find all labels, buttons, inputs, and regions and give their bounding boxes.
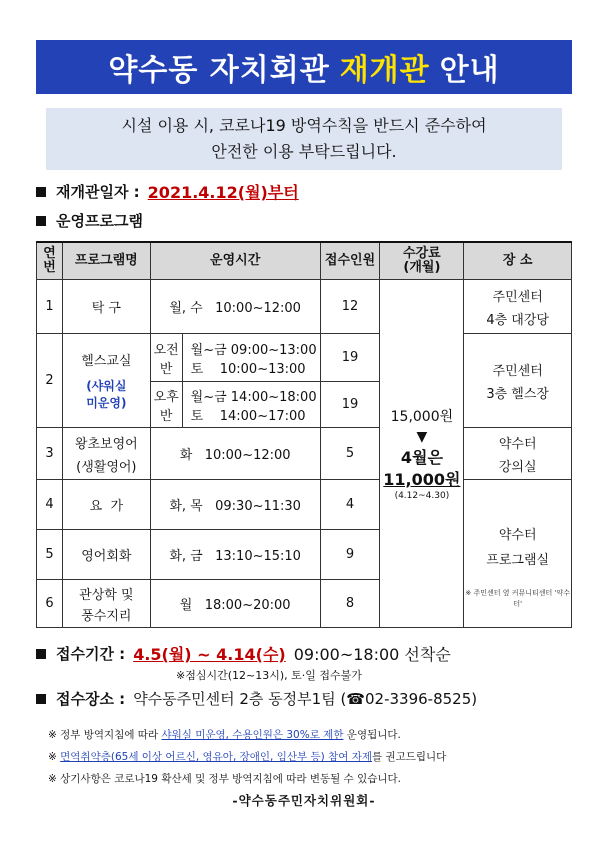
title-part2: 안내 xyxy=(439,53,500,88)
row-name: 관상학 및 풍수지리 xyxy=(62,580,150,628)
header-place: 장 소 xyxy=(464,242,572,280)
square-bullet-icon xyxy=(36,649,46,659)
fee-amount: 15,000원 xyxy=(390,408,454,425)
table-row xyxy=(37,334,572,382)
table-row xyxy=(37,428,572,480)
notice-line-2: 안전한 이용 부탁드립니다. xyxy=(211,142,397,161)
place-note: ※ 주민센터 옆 커뮤니티센터 '약수터' xyxy=(465,588,570,608)
location-value: 약수동주민센터 2층 동정부1팀 (☎02-3396-8525) xyxy=(133,690,478,708)
row-no: 3 xyxy=(37,428,63,480)
pm-time: 월~금 14:00~18:00 토 14:00~17:00 xyxy=(182,382,320,428)
row-name: 헬스교실 (샤워실 미운영) xyxy=(62,334,150,428)
row-no: 4 xyxy=(37,480,63,530)
square-bullet-icon xyxy=(36,216,46,226)
note-item: ※ 면역취약층(65세 이상 어르신, 영유아, 장애인, 임산부 등) 참여 자제를 권고드립니다 xyxy=(48,751,447,763)
title-highlight: 재개관 xyxy=(339,53,430,88)
row-no: 6 xyxy=(37,580,63,628)
row-time: 월, 수 10:00~12:00 xyxy=(150,280,320,334)
reopen-label: 재개관일자 : xyxy=(56,183,140,201)
table-row xyxy=(37,280,572,334)
row-place: 주민센터 4층 대강당 xyxy=(464,280,572,334)
row-place: 약수터 프로그램실 ※ 주민센터 옆 커뮤니티센터 '약수터' xyxy=(464,480,572,628)
header-time: 운영시간 xyxy=(150,242,320,280)
row-name: 탁 구 xyxy=(62,280,150,334)
row-place: 약수터 강의실 xyxy=(464,428,572,480)
fee-cell xyxy=(380,280,464,628)
application-time: 09:00~18:00 선착순 xyxy=(293,645,451,664)
notes-list xyxy=(48,724,446,790)
row-time: 월 18:00~20:00 xyxy=(150,580,320,628)
note-item: ※ 정부 방역지침에 따라 샤워실 미운영, 수용인원은 30%로 제한 운영됩니다. xyxy=(48,729,401,741)
header-no: 연 번 xyxy=(37,242,63,280)
row-capacity: 4 xyxy=(320,480,380,530)
square-bullet-icon xyxy=(36,187,46,197)
reopen-date: 2021.4.12(월)부터 xyxy=(147,183,299,202)
row-time: 화 10:00~12:00 xyxy=(150,428,320,480)
fee-month: 4월은 xyxy=(400,447,443,467)
programs-heading-label: 운영프로그램 xyxy=(56,212,143,230)
page-title xyxy=(36,40,572,94)
header-capacity: 접수인원 xyxy=(320,242,380,280)
row-no: 2 xyxy=(37,334,63,428)
application-label: 접수기간 : xyxy=(56,645,126,663)
signer: -약수동주민자치위원회- xyxy=(232,793,376,808)
row-time: 화, 목 09:30~11:30 xyxy=(150,480,320,530)
pm-session: 오후 반 xyxy=(150,382,182,428)
row-capacity: 9 xyxy=(320,530,380,580)
row-name: 왕초보영어 (생활영어) xyxy=(62,428,150,480)
fee-discount: 11,000원 xyxy=(383,469,461,489)
square-bullet-icon xyxy=(36,694,46,704)
row-capacity: 5 xyxy=(320,428,380,480)
header-name: 프로그램명 xyxy=(62,242,150,280)
down-arrow-icon: ▼ xyxy=(416,428,428,445)
application-note: ※점심시간(12~13시), 토·일 접수불가 xyxy=(176,669,362,682)
notice-box xyxy=(46,108,562,170)
programs-heading xyxy=(36,210,143,231)
program-table xyxy=(36,241,572,628)
location-label: 접수장소 : xyxy=(56,690,126,708)
row-place: 주민센터 3층 헬스장 xyxy=(464,334,572,428)
am-time: 월~금 09:00~13:00 토 10:00~13:00 xyxy=(182,334,320,382)
note-item: ※ 상기사항은 코로나19 확산세 및 정부 방역지침에 따라 변동될 수 있습니다. xyxy=(48,773,402,785)
am-session: 오전 반 xyxy=(150,334,182,382)
row-time: 화, 금 13:10~15:10 xyxy=(150,530,320,580)
header-fee: 수강료 (개월) xyxy=(380,242,464,280)
am-capacity: 19 xyxy=(320,334,380,382)
row-capacity: 8 xyxy=(320,580,380,628)
fee-period: (4.12~4.30) xyxy=(394,490,450,501)
table-row xyxy=(37,480,572,530)
row-no: 1 xyxy=(37,280,63,334)
table-header-row xyxy=(37,242,572,280)
pm-capacity: 19 xyxy=(320,382,380,428)
title-part1: 약수동 자치회관 xyxy=(108,53,330,88)
row-name: 영어회화 xyxy=(62,530,150,580)
application-location xyxy=(36,688,477,709)
row-capacity: 12 xyxy=(320,280,380,334)
application-dates: 4.5(월) ~ 4.14(수) xyxy=(133,645,286,664)
notice-line-1: 시설 이용 시, 코로나19 방역수칙을 반드시 준수하여 xyxy=(121,116,487,135)
row-name: 요 가 xyxy=(62,480,150,530)
row-no: 5 xyxy=(37,530,63,580)
reopen-section xyxy=(36,180,299,203)
application-period xyxy=(36,642,451,665)
